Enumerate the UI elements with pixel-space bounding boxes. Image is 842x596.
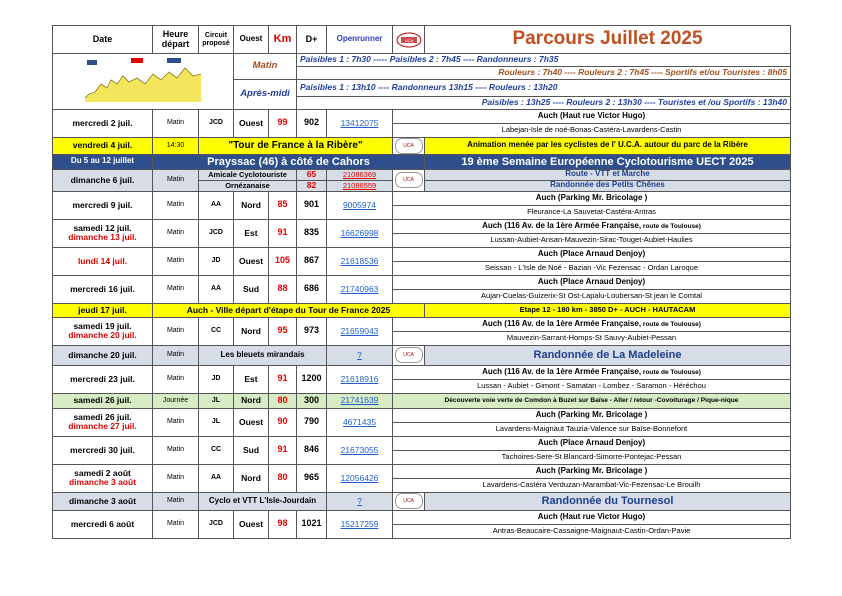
table-row: [53, 275, 791, 289]
openrunner-link[interactable]: 21086369: [327, 169, 393, 180]
row-guide: CC: [199, 436, 234, 464]
table-row-highlight: [53, 393, 791, 408]
header-heure-depart: Heure départ: [153, 26, 199, 54]
club-logo-icon: UCA: [395, 347, 423, 363]
row-guide: JL: [199, 393, 234, 408]
schedule-row-1: [53, 54, 791, 67]
row-dplus: 300: [297, 393, 327, 408]
row-direction: Nord: [234, 317, 269, 345]
row-km: 95: [269, 317, 297, 345]
row-direction: Est: [234, 365, 269, 393]
row-date: mercredi 16 juil.: [53, 275, 153, 303]
row-club: Les bleuets mirandais: [199, 345, 327, 365]
row-dplus: 835: [297, 219, 327, 247]
row-route: Tachoires-Sere-St Blancard-Simorre-Pontejac-Pessan: [393, 450, 791, 464]
row-time: Matin: [153, 408, 199, 436]
row-club: Amicale Cyclotouriste: [199, 169, 297, 180]
row-date-cell: [53, 317, 153, 345]
openrunner-link[interactable]: 21086559: [327, 180, 393, 191]
header-logo-cell: [393, 26, 425, 54]
row-dplus: 1200: [297, 365, 327, 393]
row-date: lundi 14 juil.: [53, 247, 153, 275]
row-dplus: 901: [297, 191, 327, 219]
row-time: Matin: [153, 247, 199, 275]
row-km: 80: [269, 393, 297, 408]
header-dplus: D+: [297, 26, 327, 54]
row-km: 105: [269, 247, 297, 275]
row-event: Randonnée de La Madeleine: [425, 345, 791, 365]
row-event: Randonnée du Tournesol: [425, 492, 791, 510]
table-row-club: [53, 169, 791, 180]
row-meeting-place: Auch (Place Arnaud Denjoy): [393, 275, 791, 289]
header-openrunner: Openrunner: [327, 26, 393, 54]
row-meeting-place: Auch (116 Av. de la 1ère Armée Française, route de Toulouse): [393, 317, 791, 331]
page-title: Parcours Juillet 2025: [425, 26, 791, 54]
logo-cell: [393, 345, 425, 365]
row-club: Ornézanaise: [199, 180, 297, 191]
row-guide: AA: [199, 275, 234, 303]
row-meeting-place: Auch (116 Av. de la 1ère Armée Française, route de Toulouse): [393, 365, 791, 379]
row-route: Antras-Beaucaire-Cassaigne-Maignaut-Castin-Ordan-Pavie: [393, 524, 791, 538]
openrunner-link[interactable]: 12056426: [327, 464, 393, 492]
row-meeting-place: Auch (Haut rue Victor Hugo): [393, 109, 791, 123]
row-event: Randonnée des Petits Chênes: [425, 180, 791, 191]
table-row: [53, 464, 791, 478]
row-dplus: 867: [297, 247, 327, 275]
row-dplus: 973: [297, 317, 327, 345]
row-direction: Ouest: [234, 510, 269, 538]
row-dplus: 790: [297, 408, 327, 436]
row-club: Cyclo et VTT L'Isle-Jourdain: [199, 492, 327, 510]
table-row: [53, 408, 791, 422]
row-dplus: 902: [297, 109, 327, 137]
row-meeting-place: Auch (Parking Mr. Bricolage ): [393, 464, 791, 478]
openrunner-link[interactable]: 21741639: [327, 393, 393, 408]
row-route: Lussan - Aubiet - Gimont - Samatan - Lombez - Saramon - Héréchou: [393, 379, 791, 393]
row-time: Matin: [153, 317, 199, 345]
row-date: samedi 26 juil.: [53, 393, 153, 408]
row-km: 85: [269, 191, 297, 219]
logo-cell: [393, 169, 425, 191]
apres-midi-label: Après-midi: [234, 80, 297, 110]
row-km: 98: [269, 510, 297, 538]
row-date: mercredi 23 juil.: [53, 365, 153, 393]
row-meeting-place: Auch (Place Arnaud Denjoy): [393, 436, 791, 450]
matin-line-1: Paisibles 1 : 7h30 ----- Paisibles 2 : 7h45 ---- Randonneurs : 7h35: [297, 54, 791, 67]
row-meeting-place: Auch (Parking Mr. Bricolage ): [393, 191, 791, 205]
openrunner-link[interactable]: 16626998: [327, 219, 393, 247]
row-km: 91: [269, 436, 297, 464]
row-time: Matin: [153, 191, 199, 219]
row-direction: Ouest: [234, 408, 269, 436]
row-time: Matin: [153, 436, 199, 464]
row-time: Matin: [153, 510, 199, 538]
row-event: Auch - Ville départ d'étape du Tour de France 2025: [153, 303, 425, 317]
row-date-alt: dimanche 27 juil.: [68, 421, 137, 432]
row-route: Fleurance-La Sauvetat-Castéra-Antras: [393, 205, 791, 219]
header-date: Date: [53, 26, 153, 54]
row-date-cell: [53, 408, 153, 436]
row-km: 82: [297, 180, 327, 191]
row-date: dimanche 3 août: [53, 492, 153, 510]
matin-label: Matin: [234, 54, 297, 80]
header-ouest: Ouest: [234, 26, 269, 54]
row-meeting-place: Auch (Parking Mr. Bricolage ): [393, 408, 791, 422]
club-logo-icon: UCA: [395, 493, 423, 509]
table-row: [53, 191, 791, 205]
table-row: [53, 510, 791, 524]
header-row: [53, 26, 791, 54]
row-direction: Sud: [234, 275, 269, 303]
row-direction: Nord: [234, 191, 269, 219]
row-direction: Nord: [234, 393, 269, 408]
row-date: mercredi 6 août: [53, 510, 153, 538]
row-date-alt: dimanche 3 août: [68, 477, 137, 488]
row-date: mercredi 30 juil.: [53, 436, 153, 464]
row-time: Matin: [153, 492, 199, 510]
row-route: Aujan-Cuelas-Guizerix-St Ost-Lapalu-Loubersan-St jean le Comtal: [393, 289, 791, 303]
row-dplus: 846: [297, 436, 327, 464]
header-circuit: Circuit proposé: [199, 26, 234, 54]
openrunner-link[interactable]: 21618536: [327, 247, 393, 275]
schedule-table: [52, 25, 791, 539]
club-logo-icon: UCA: [395, 138, 423, 154]
row-meeting-place: Auch (Haut rue Victor Hugo): [393, 510, 791, 524]
row-meeting-place: Auch (Place Arnaud Denjoy): [393, 247, 791, 261]
logo-cell: [393, 492, 425, 510]
row-note: Etape 12 - 180 km - 3850 D+ - AUCH - HAUTACAM: [425, 303, 791, 317]
row-route: Labejan-Isle de noé-Bonas-Castéra-Lavardens-Castin: [393, 123, 791, 137]
row-time: Matin: [153, 464, 199, 492]
table-row-club: [53, 492, 791, 510]
table-row: [53, 436, 791, 450]
row-route: Lavardens-Maignaut Tauzia-Valence sur Baïse-Bonnefont: [393, 422, 791, 436]
row-route: Seissan - L'Isle de Noé - Bazian -Vic Fezensac - Ordan Laroque: [393, 261, 791, 275]
row-guide: JD: [199, 365, 234, 393]
logo-cell: [393, 137, 425, 154]
table-row-banner: [53, 154, 791, 169]
openrunner-link[interactable]: 13412075: [327, 109, 393, 137]
row-guide: CC: [199, 317, 234, 345]
table-row-highlight: [53, 303, 791, 317]
openrunner-link[interactable]: ?: [327, 345, 393, 365]
am-line-2: Paisibles : 13h25 ---- Rouleurs 2 : 13h30 ---- Touristes et /ou Sportifs : 13h40: [297, 96, 791, 109]
row-date: samedi 19 juil.: [73, 320, 132, 331]
row-note: Découverte voie verte de Comdon à Buzet sur Baïse - Aller / retour -Covoiturage / Pique-nique: [393, 393, 791, 408]
table-row-club: [53, 345, 791, 365]
am-line-1: Paisibles 1 : 13h10 ---- Randonneurs 13h15 ---- Rouleurs : 13h20: [297, 80, 791, 97]
openrunner-link[interactable]: 21673055: [327, 436, 393, 464]
row-direction: Ouest: [234, 109, 269, 137]
row-km: 88: [269, 275, 297, 303]
row-date: Du 5 au 12 juillet: [53, 154, 153, 169]
table-row: [53, 317, 791, 331]
row-km: 91: [269, 365, 297, 393]
row-guide: AA: [199, 464, 234, 492]
row-dplus: 965: [297, 464, 327, 492]
row-date-alt: dimanche 20 juil.: [68, 330, 137, 341]
row-date: dimanche 6 juil.: [53, 169, 153, 191]
row-event: "Tour de France à la Ribère": [199, 137, 393, 154]
row-direction: Nord: [234, 464, 269, 492]
row-km: 65: [297, 169, 327, 180]
row-direction: Ouest: [234, 247, 269, 275]
row-time: Matin: [153, 109, 199, 137]
row-date: dimanche 20 juil.: [53, 345, 153, 365]
row-time: Matin: [153, 169, 199, 191]
row-meeting-place: Auch (116 Av. de la 1ère Armée Française, route de Toulouse): [393, 219, 791, 233]
row-route: Lussan-Aubiet-Ansan-Mauvezin-Sirac-Touget-Aubiet-Haulies: [393, 233, 791, 247]
row-route: Mauvezin-Sarrant-Homps-St Sauvy-Aubiet-Pessan: [393, 331, 791, 345]
elevation-profile: [53, 54, 234, 110]
row-guide: JD: [199, 247, 234, 275]
row-km: 99: [269, 109, 297, 137]
row-guide: JCD: [199, 109, 234, 137]
openrunner-link[interactable]: 9005974: [327, 191, 393, 219]
row-date: vendredi 4 juil.: [53, 137, 153, 154]
row-date-cell: [53, 219, 153, 247]
row-note: Animation menée par les cyclistes de l' U.C.A. autour du parc de la Ribère: [425, 137, 791, 154]
row-date: jeudi 17 juil.: [53, 303, 153, 317]
svg-text:UCA: UCA: [404, 37, 413, 43]
row-note: 19 ème Semaine Européenne Cyclotourisme UECT 2025: [425, 154, 791, 169]
row-date-cell: [53, 464, 153, 492]
row-km: 80: [269, 464, 297, 492]
row-time: Matin: [153, 219, 199, 247]
elevation-profile-icon: [79, 54, 207, 106]
row-guide: JCD: [199, 510, 234, 538]
openrunner-link[interactable]: 21740963: [327, 275, 393, 303]
row-date: samedi 2 août: [74, 467, 131, 478]
row-date: mercredi 9 juil.: [53, 191, 153, 219]
row-km: 91: [269, 219, 297, 247]
row-route: Lavardens-Castéra Verduzan-Marambat-Vic-Fezensac-Le Brouilh: [393, 478, 791, 492]
table-row: [53, 247, 791, 261]
row-time: 14:30: [153, 137, 199, 154]
row-direction: Est: [234, 219, 269, 247]
row-dplus: 1021: [297, 510, 327, 538]
row-guide: JCD: [199, 219, 234, 247]
openrunner-link[interactable]: ?: [327, 492, 393, 510]
openrunner-link[interactable]: 21618916: [327, 365, 393, 393]
row-time: Matin: [153, 275, 199, 303]
row-guide: AA: [199, 191, 234, 219]
header-km: Km: [269, 26, 297, 54]
matin-line-2: Rouleurs : 7h40 ---- Rouleurs 2 : 7h45 ---- Sportifs et/ou Touristes : 8h05: [297, 67, 791, 80]
club-logo-icon: UCA: [395, 172, 423, 188]
row-time: Matin: [153, 365, 199, 393]
row-date: samedi 12 juil.: [73, 222, 132, 233]
row-event: Route - VTT et Marche: [425, 169, 791, 180]
openrunner-link[interactable]: 21659043: [327, 317, 393, 345]
row-dplus: 686: [297, 275, 327, 303]
row-time: Journée: [153, 393, 199, 408]
row-time: Matin: [153, 345, 199, 365]
table-row: [53, 219, 791, 233]
row-guide: JL: [199, 408, 234, 436]
table-row-highlight: [53, 137, 791, 154]
openrunner-link[interactable]: 4671435: [327, 408, 393, 436]
row-km: 90: [269, 408, 297, 436]
table-row: [53, 109, 791, 123]
row-date: samedi 26 juil.: [73, 411, 132, 422]
club-logo-icon: [395, 31, 423, 49]
row-date-alt: dimanche 13 juil.: [68, 232, 137, 243]
row-direction: Sud: [234, 436, 269, 464]
row-date: mercredi 2 juil.: [53, 109, 153, 137]
table-row: [53, 365, 791, 379]
openrunner-link[interactable]: 15217259: [327, 510, 393, 538]
row-event: Prayssac (46) à côté de Cahors: [153, 154, 425, 169]
